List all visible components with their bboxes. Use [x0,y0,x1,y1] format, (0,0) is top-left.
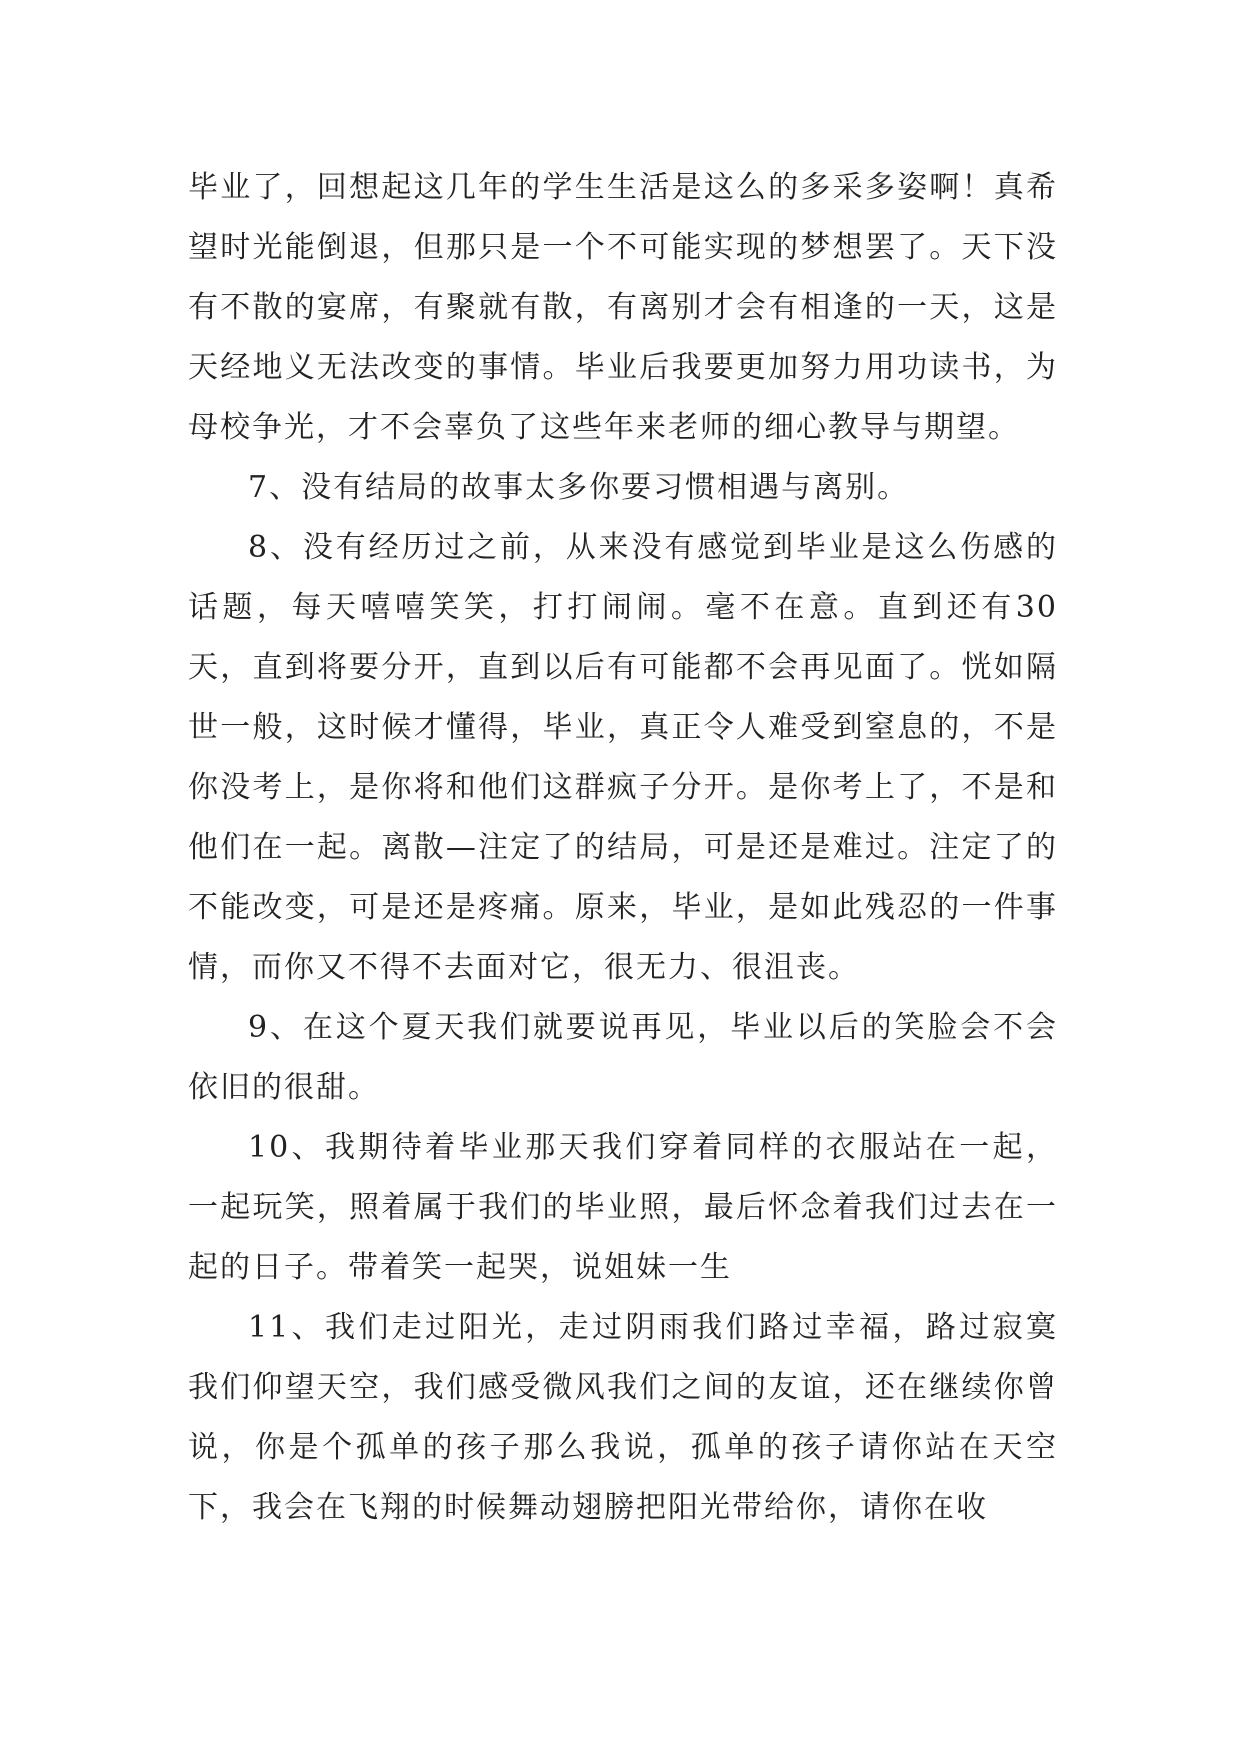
paragraph-item-11: 11、我们走过阳光，走过阴雨我们路过幸福，路过寂寞我们仰望天空，我们感受微风我们之间的友谊，还在继续你曾说，你是个孤单的孩子那么我说，孤单的孩子请你站在天空下，我会在飞翔的时候舞动翅膀把阳光带给你，请你在收 [188,1310,1058,1525]
paragraph-item-8: 8、没有经历过之前，从来没有感觉到毕业是这么伤感的话题，每天嘻嘻笑笑，打打闹闹。毫不在意。直到还有30天，直到将要分开，直到以后有可能都不会再见面了。恍如隔世一般，这时候才懂得，毕业，真正令人难受到窒息的，不是你没考上，是你将和他们这群疯子分开。是你考上了，不是和他们在一起。离散—注定了的结局，可是还是难过。注定了的不能改变，可是还是疼痛。原来，毕业，是如此残忍的一件事情，而你又不得不去面对它，很无力、很沮丧。 [188,530,1058,985]
paragraph-item-10: 10、我期待着毕业那天我们穿着同样的衣服站在一起，一起玩笑，照着属于我们的毕业照，最后怀念着我们过去在一起的日子。带着笑一起哭，说姐妹一生 [188,1130,1058,1285]
paragraph-graduation-reflection: 毕业了，回想起这几年的学生生活是这么的多采多姿啊！真希望时光能倒退，但那只是一个不可能实现的梦想罢了。天下没有不散的宴席，有聚就有散，有离别才会有相逢的一天，这是天经地义无法改变的事情。毕业后我要更加努力用功读书，为母校争光，才不会辜负了这些年来老师的细心教导与期望。 [188,170,1058,445]
paragraph-item-9: 9、在这个夏天我们就要说再见，毕业以后的笑脸会不会依旧的很甜。 [188,1010,1058,1105]
document-body [188,158,1058,1538]
paragraph-item-7: 7、没有结局的故事太多你要习惯相遇与离别。 [248,470,910,505]
